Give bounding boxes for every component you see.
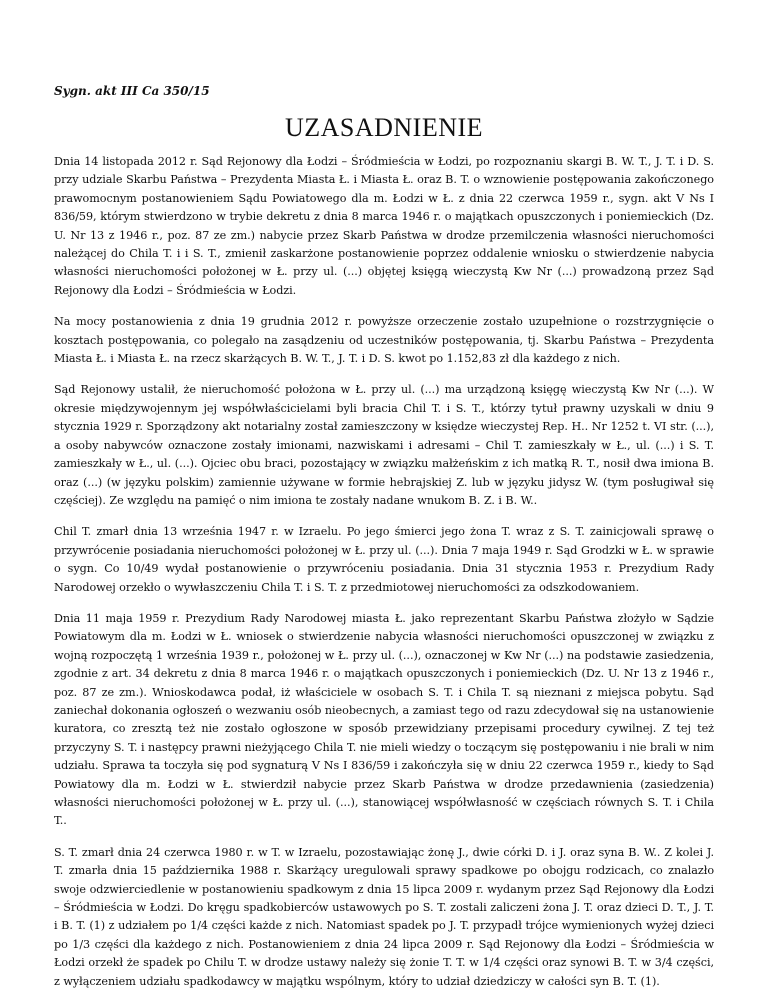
case-number: Sygn. akt III Ca 350/15 (54, 84, 210, 98)
document-page (54, 82, 714, 1004)
paragraph-3: Sąd Rejonowy ustalił, że nieruchomość położona w Ł. przy ul. (...) ma urządzoną księgę wieczystą Kw Nr (...). W okresie międzywojennym jej współwłaścicielami byli bracia Chil T. i S. T., którzy tytuł prawny uzyskali w dniu 9 stycznia 1929 r. Sporządzony akt notarialny został zamieszczony w księdze wieczystej Rep. H.. Nr 1252 t. VI str. (...), a osoby nabywców oznaczone zostały imionami, nazwiskami i adresami – Chil T. zamieszkały w Ł., ul. (...) i S. T. zamieszkały w Ł., ul. (...). Ojciec obu braci, pozostający w związku małżeńskim z ich matką R. T., nosił dwa imiona B. oraz (...) (w języku polskim) zamiennie używane w formie hebrajskiej Z. lub w języku jidysz W. (tym posługiwał się częściej). Ze względu na pamięć o nim imiona te zostały nadane wnukom B. Z. i B. W.. (54, 383, 714, 507)
paragraph-5: Dnia 11 maja 1959 r. Prezydium Rady Narodowej miasta Ł. jako reprezentant Skarbu Państwa złożyło w Sądzie Powiatowym dla m. Łodzi w Ł. wniosek o stwierdzenie nabycia własności nieruchomości opuszczonej w związku z wojną rozpoczętą 1 września 1939 r., położonej w Ł. przy ul. (...), oznaczonej w Kw Nr (...) na podstawie zasiedzenia, zgodnie z art. 34 dekretu z dnia 8 marca 1946 r. o majątkach opuszczonych i poniemieckich (Dz. U. Nr 13 z 1946 r., poz. 87 ze zm.). Wnioskodawca podał, iż właściciele w osobach S. T. i Chila T. są nieznani z miejsca pobytu. Sąd zaniechał dokonania ogłoszeń o wezwaniu osób nieobecnych, a zamiast tego od razu zdecydował się na ustanowienie kuratora, co zresztą też nie zostało ogłoszone w sposób przewidziany przepisami procedury cywilnej. Z tej też przyczyny S. T. i następcy prawni nieżyjącego Chila T. nie mieli wiedzy o toczącym się postępowaniu i nie brali w nim udziału. Sprawa ta toczyła się pod sygnaturą V Ns I 836/59 i zakończyła się w dniu 22 czerwca 1959 r., kiedy to Sąd Powiatowy dla m. Łodzi w Ł. stwierdził nabycie przez Skarb Państwa w drodze przedawnienia (zasiedzenia) własności nieruchomości położonej w Ł. przy ul. (...), stanowiącej współwłasność w częściach równych S. T. i Chila T.. (54, 611, 714, 828)
paragraph-2: Na mocy postanowienia z dnia 19 grudnia 2012 r. powyższe orzeczenie zostało uzupełnione o rozstrzygnięcie o kosztach postępowania, co polegało na zasądzeniu od uczestników postępowania, tj. Skarbu Państwa – Prezydenta Miasta Ł. i Miasta Ł. na rzecz skarżących B. W. T., J. T. i D. S. kwot po 1.152,83 zł dla każdego z nich. (54, 315, 714, 366)
paragraph-6: S. T. zmarł dnia 24 czerwca 1980 r. w T. w Izraelu, pozostawiając żonę J., dwie córki D. i J. oraz syna B. W.. Z kolei J. T. zmarła dnia 15 października 1988 r. Skarżący uregulowali sprawy spadkowe po obojgu rodzicach, co znalazło swoje odzwierciedlenie w postanowieniu spadkowym z dnia 15 lipca 2009 r. wydanym przez Sąd Rejonowy dla Łodzi – Śródmieścia w Łodzi. Do kręgu spadkobierców ustawowych po S. T. zostali zaliczeni żona J. T. oraz dzieci D. T., J. T. i B. T. (1) z udziałem po 1/4 części każde z nich. Natomiast spadek po J. T. przypadł trójce wymienionych wyżej dzieci po 1/3 części dla każdego z nich. Postanowieniem z dnia 24 lipca 2009 r. Sąd Rejonowy dla Łodzi – Śródmieścia w Łodzi orzekł że spadek po Chilu T. w drodze ustawy należy się żonie T. T. w 1/4 części oraz synowi B. T. w 3/4 części, z wyłączeniem udziału spadkodawcy w majątku wspólnym, który to udział dziedziczy w całości syn B. T. (1). (54, 845, 714, 988)
paragraph-4: Chil T. zmarł dnia 13 września 1947 r. w Izraelu. Po jego śmierci jego żona T. wraz z S. T. zainicjowali sprawę o przywrócenie posiadania nieruchomości położonej w Ł. przy ul. (...). Dnia 7 maja 1949 r. Sąd Grodzki w Ł. w sprawie o sygn. Co 10/49 wydał postanowienie o przywróceniu posiadania. Dnia 31 stycznia 1953 r. Prezydium Rady Narodowej orzekło o wywłaszczeniu Chila T. i S. T. z przedmiotowej nieruchomości za odszkodowaniem. (54, 525, 714, 594)
document-title: UZASADNIENIE (284, 113, 484, 142)
paragraph-1: Dnia 14 listopada 2012 r. Sąd Rejonowy dla Łodzi – Śródmieścia w Łodzi, po rozpoznaniu skargi B. W. T., J. T. i D. S. przy udziale Skarbu Państwa – Prezydenta Miasta Ł. i Miasta Ł. oraz B. T. o wznowienie postępowania zakończonego prawomocnym postanowieniem Sądu Powiatowego dla m. Łodzi w Ł. z dnia 22 czerwca 1959 r., sygn. akt V Ns I 836/59, którym stwierdzono w trybie dekretu z dnia 8 marca 1946 r. o majątkach opuszczonych i poniemieckich (Dz. U. Nr 13 z 1946 r., poz. 87 ze zm.) nabycie przez Skarb Państwa w drodze przemilczenia własności nieruchomości należącej do Chila T. i i S. T., zmienił zaskarżone postanowienie poprzez oddalenie wniosku o stwierdzenie nabycia własności nieruchomości położonej w Ł. przy ul. (...) objętej księgą wieczystą Kw Nr (...) prowadzoną przez Sąd Rejonowy dla Łodzi – Śródmieścia w Łodzi. (54, 155, 714, 297)
